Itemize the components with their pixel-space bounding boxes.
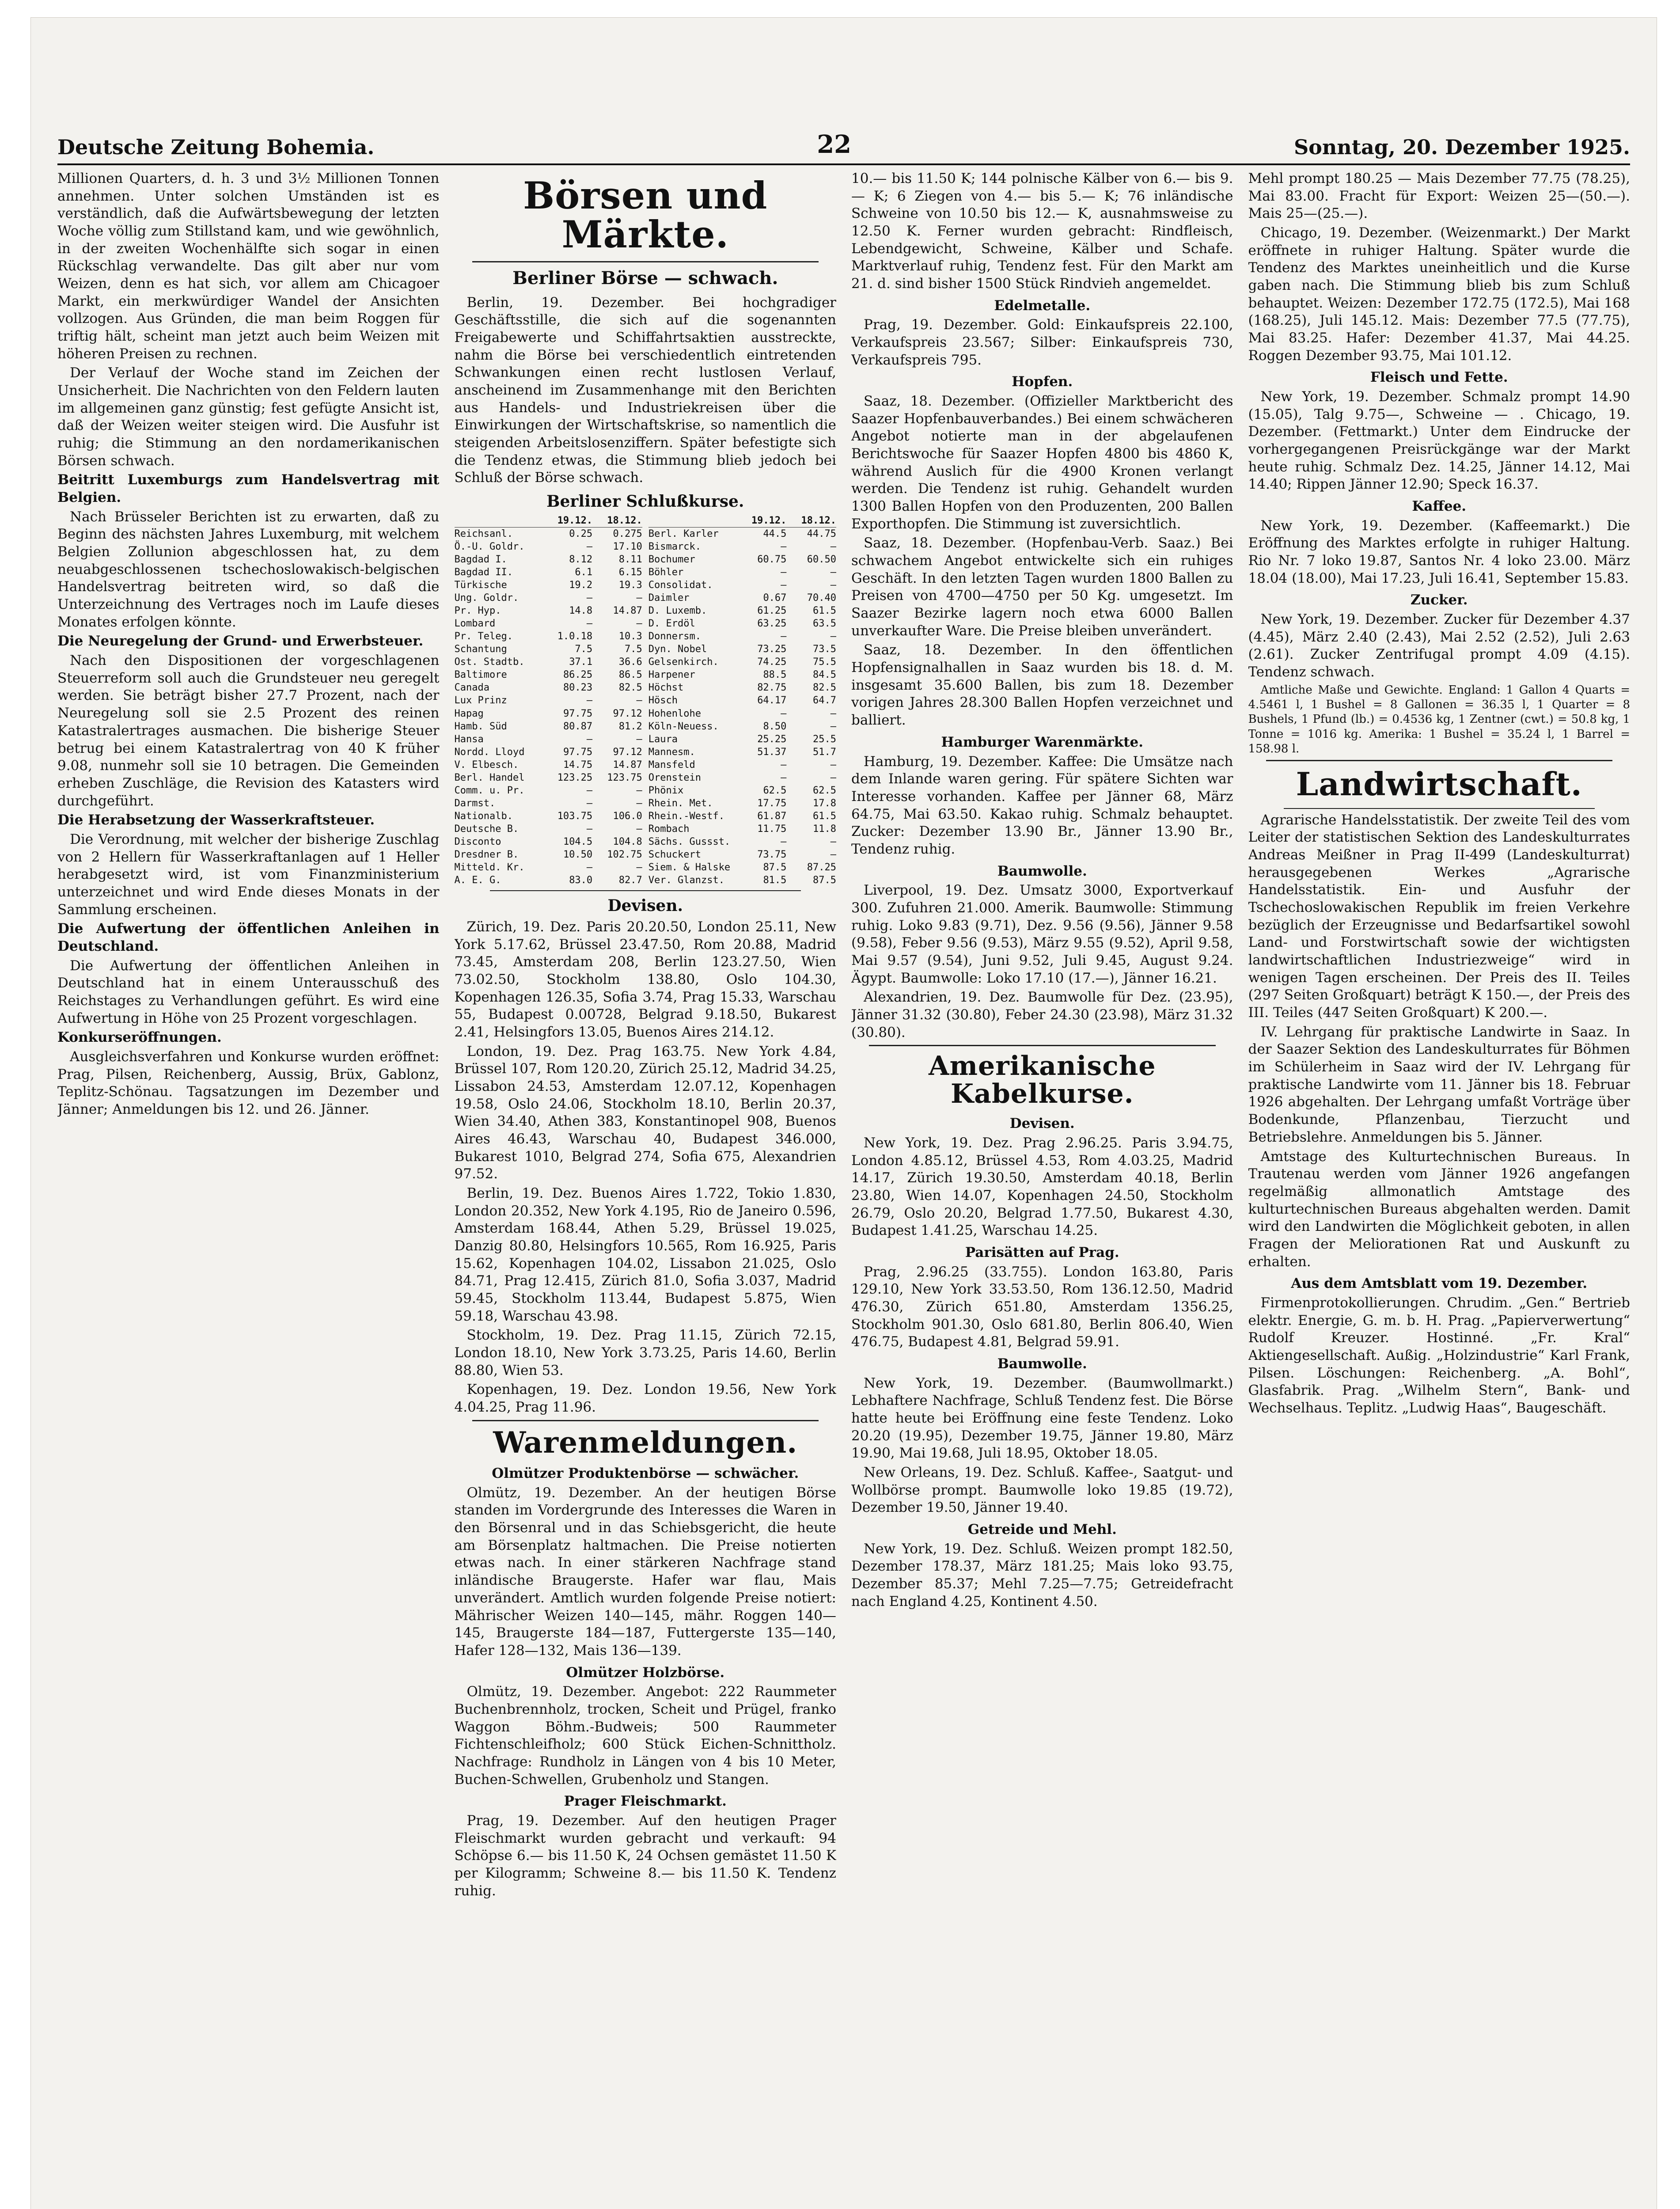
quote-value: 123.25 bbox=[557, 772, 593, 783]
quote-value: — bbox=[830, 631, 836, 642]
security-name: Ver. Glanzst. bbox=[648, 874, 724, 886]
security-name: A. E. G. bbox=[454, 874, 501, 886]
subheading-holzboerse: Olmützer Holzbörse. bbox=[566, 1664, 725, 1681]
article-text: New York, 19. Dezember. (Baumwollmarkt.) Lebhaftere Nachfrage, Schluß Tendenz fest. Die Börse hatte heute bei Eröffnung eine feste Tendenz. Loko 20.20 (19.95), Dezember 19.75, Jänner 19.80, März 19.90, Mai 19.68, Juli 18.95, Oktober 18.05. bbox=[851, 1375, 1233, 1461]
quote-value: 19.2 bbox=[569, 580, 593, 591]
article-text: Berlin, 19. Dez. Buenos Aires 1.722, Tokio 1.830, London 20.352, New York 4.195, Rio de Janeiro 0.596, Amsterdam 168.44, Athen 5.29, Brüssel 19.025, Danzig 80.80, Helsingfors 10.565, Rom 16.925, Paris 15.62, Kopenhagen 104.02, Lissabon 21.025, Oslo 84.71, Prag 12.415, Zürich 81.0, Sofia 3.037, Madrid 59.45, Stockholm 113.44, Budapest 5.875, Wien 59.18, Warschau 43.98. bbox=[454, 1185, 836, 1324]
security-name: Sächs. Gussst. bbox=[648, 836, 731, 847]
article-text: Chicago, 19. Dezember. (Weizenmarkt.) Der Markt eröffnete in ruhiger Haltung. Später wurde die Tendenz des Marktes uneinheitlich und die Kurse gaben nach. Die Stimmung blieb bis zum Schluß behauptet. Weizen: Dezember 172.75 (172.5), Mai 168 (168.25), Juli 145.12. Mais: Dezember 77.5 (77.75), Mai 83.25. Hafer: Dezember 41.37, Mai 44.25. Roggen Dezember 93.75, Mai 101.12. bbox=[1248, 225, 1630, 364]
article-text: Olmütz, 19. Dezember. An der heutigen Börse standen im Vordergrunde des Interesses die Waren in den Börsenral und in das Schiebsgericht, die heute am Börsenplatz haltmachen. Die Preise notierten etwas nach. In einer stärkeren Nachfrage stand inländische Braugerste. Hafer war flau, Mais unverändert. Amtlich wurden folgende Preise notiert: Mährischer Weizen 140—145, mähr. Roggen 140—145, Braugerste 184—187, Futtergerste 135—140, Hafer 128—132, Mais 136—139. bbox=[454, 1484, 836, 1659]
security-name: Disconto bbox=[454, 836, 501, 847]
quote-value: 97.12 bbox=[613, 708, 642, 719]
security-name: Deutsche B. bbox=[454, 823, 519, 835]
security-name: Rombach bbox=[648, 823, 690, 835]
subheading-baumwolle: Baumwolle. bbox=[997, 863, 1087, 879]
masthead bbox=[57, 119, 1630, 165]
table-header-cell: 19.12. bbox=[543, 514, 593, 528]
quote-value: — bbox=[781, 708, 787, 719]
quote-value: 80.23 bbox=[563, 682, 593, 694]
quote-value: — bbox=[781, 567, 787, 578]
article-text: Nach Brüsseler Berichten ist zu erwarten, daß zu Beginn des nächsten Jahres Luxemburg, mit welchem Belgien Zollunion abgeschlossen hat, zu dem neuabgeschlossenen tschechoslowakisch-belgischen Handelsvertrag beitreten wird, so daß die Unterzeichnung des Vertrages noch im Laufe dieses Monates erfolgen könnte. bbox=[57, 509, 440, 630]
quote-value: 62.5 bbox=[763, 785, 787, 796]
quote-value: 6.15 bbox=[618, 567, 642, 578]
quote-value: 97.12 bbox=[613, 746, 642, 758]
security-name: Berl. Karler bbox=[648, 528, 719, 540]
security-name: Höchst bbox=[648, 682, 684, 694]
heading-text: Die Neuregelung der Grund- und Erwerbsteuer. bbox=[57, 633, 424, 649]
quote-value: 14.75 bbox=[563, 759, 593, 770]
security-name: Laura bbox=[648, 733, 678, 745]
quote-value: — bbox=[781, 836, 787, 847]
quote-value: — bbox=[586, 695, 593, 706]
article-text: New York, 19. Dezember. (Kaffeemarkt.) Die Eröffnung des Marktes erfolgte in ruhiger Haltung. Rio Nr. 7 loko 19.87, Santos Nr. 4 loko 23.00. März 18.04 (18.00), Mai 17.23, Juli 16.41, September 15.83. bbox=[1248, 517, 1630, 586]
masthead-date: Sonntag, 20. Dezember 1925. bbox=[1293, 135, 1630, 159]
column-4 bbox=[1248, 170, 1631, 2209]
quote-value: 10.3 bbox=[618, 631, 642, 642]
article-text: IV. Lehrgang für praktische Landwirte in Saaz. In der Saazer Sektion des Landeskulturrates für Böhmen im Schülerheim in Saaz wird der IV. Lehrgang für praktische Landwirte vom 11. Jänner bis 18. Februar 1926 abgehalten. Der Lehrgang umfaßt Vorträge über Bodenkunde, Pflanzenbau, Tierzucht und Betriebslehre. Anmeldungen bis 5. Jänner. bbox=[1248, 1024, 1630, 1145]
security-name: Ö.-U. Goldr. bbox=[454, 541, 525, 553]
subheading-fleisch-fette: Fleisch und Fette. bbox=[1370, 369, 1508, 386]
article-text: Alexandrien, 19. Dez. Baumwolle für Dez. (23.95), Jänner 31.32 (30.80), Feber 24.30 (23.98), März 31.32 (30.80). bbox=[851, 989, 1233, 1040]
subheading-berliner-boerse: Berliner Börse — schwach. bbox=[512, 268, 778, 289]
quote-value: 87.5 bbox=[813, 874, 836, 886]
security-name: Ost. Stadtb. bbox=[454, 657, 525, 668]
quote-value: — bbox=[586, 823, 593, 835]
quote-value: 61.25 bbox=[757, 605, 787, 617]
quote-value: — bbox=[586, 618, 593, 630]
article-heading bbox=[57, 920, 440, 955]
quote-value: — bbox=[636, 823, 642, 835]
quote-value: 7.5 bbox=[575, 644, 593, 655]
article-text: Die Aufwertung der öffentlichen Anleihen in Deutschland hat in einem Unterausschuß des Reichstages zu Verhandlungen geführt. Es wird eine Aufwertung in Höhe von 25 Prozent vorgeschlagen. bbox=[57, 957, 440, 1026]
quote-value: 0.67 bbox=[763, 592, 787, 604]
article-text: London, 19. Dez. Prag 163.75. New York 4.84, Brüssel 107, Rom 120.20, Zürich 25.12, Madrid 34.25, Lissabon 24.53, Amsterdam 12.07.12, Kopenhagen 19.58, Oslo 24.06, Stockholm 18.10, Berlin 20.37, Wien 34.40, Athen 383, Konstantinopel 908, Buenos Aires 46.43, Warschau 40, Budapest 346.000, Bukarest 1010, Belgrad 274, Sofia 675, Alexandrien 97.52. bbox=[454, 1043, 836, 1182]
quote-value: 73.5 bbox=[813, 644, 836, 655]
columns bbox=[57, 170, 1630, 2209]
quotes-table bbox=[455, 514, 837, 887]
article-text: Amtstage des Kulturtechnischen Bureaus. In Trautenau werden vom Jänner 1926 angefangen regelmäßig allmonatlich Amtstage des kulturtechnischen Bureaus abgehalten werden. Damit wird den Landwirten die Möglichkeit geboten, in allen Fragen der Meliorationen Rat und Auskunft zu erhalten. bbox=[1248, 1148, 1630, 1270]
subheading-paritaeten: Parisätten auf Prag. bbox=[965, 1244, 1119, 1260]
article-text: Mehl prompt 180.25 — Mais Dezember 77.75 (78.25), Mai 83.00. Fracht für Export: Weizen 25—(50.—). Mais 25—(25.—). bbox=[1248, 171, 1630, 222]
quote-value: — bbox=[830, 759, 836, 770]
security-name: Reichsanl. bbox=[454, 528, 513, 540]
quote-value: 36.6 bbox=[618, 657, 642, 668]
quote-value: — bbox=[830, 721, 836, 732]
subheading-amtsblatt: Aus dem Amtsblatt vom 19. Dezember. bbox=[1291, 1275, 1588, 1292]
heading-text: Beitritt Luxemburgs zum Handelsvertrag mit Belgien. bbox=[57, 472, 440, 506]
quote-value: 60.75 bbox=[757, 554, 787, 566]
quote-value: 25.5 bbox=[813, 733, 836, 745]
quote-value: 37.1 bbox=[569, 657, 593, 668]
security-name: Bagdad II. bbox=[454, 567, 513, 578]
quote-value: 104.8 bbox=[613, 836, 642, 847]
masthead-paper-name: Deutsche Zeitung Bohemia. bbox=[57, 135, 375, 159]
article-text: Stockholm, 19. Dez. Prag 11.15, Zürich 72.15, London 18.10, New York 3.73.25, Paris 14.60, Berlin 88.80, Wien 53. bbox=[454, 1327, 836, 1378]
security-name: Ung. Goldr. bbox=[454, 592, 519, 604]
heading-text: Die Herabsetzung der Wasserkraftsteuer. bbox=[57, 812, 375, 828]
article-text: Ausgleichsverfahren und Konkurse wurden eröffnet: Prag, Pilsen, Reichenberg, Aussig, Brüx, Gablonz, Teplitz-Schönau. Tagsatzungen im Dezember und Jänner; Anmeldungen bis 12. und 26. Jänner. bbox=[57, 1048, 440, 1117]
quote-value: — bbox=[781, 759, 787, 770]
quote-value: 97.75 bbox=[563, 708, 593, 719]
quote-value: — bbox=[830, 567, 836, 578]
table-header-cell bbox=[648, 514, 737, 528]
quote-value: 64.7 bbox=[813, 695, 836, 706]
security-name: Hösch bbox=[648, 695, 678, 706]
quote-value: 61.87 bbox=[757, 810, 787, 822]
section-title-warenmeldungen: Warenmeldungen. bbox=[493, 1425, 798, 1460]
security-name: V. Elbesch. bbox=[454, 759, 519, 770]
section-title-kabelkurse: Amerikanische Kabelkurse. bbox=[928, 1051, 1156, 1110]
quote-value: 62.5 bbox=[813, 785, 836, 796]
page-number: 22 bbox=[817, 130, 852, 159]
quote-value: 88.5 bbox=[763, 669, 787, 681]
quote-value: 82.75 bbox=[757, 682, 787, 694]
quote-value: 60.50 bbox=[807, 554, 836, 566]
subheading-devisen: Devisen. bbox=[607, 896, 683, 915]
subheading-zucker: Zucker. bbox=[1410, 592, 1468, 608]
security-name: Hamb. Süd bbox=[454, 721, 507, 732]
security-name: Nordd. Lloyd bbox=[454, 746, 525, 758]
article-text: New York, 19. Dezember. Schmalz prompt 14.90 (15.05), Talg 9.75—, Schweine — . Chicago, 19. Dezember. (Fettmarkt.) Unter dem Eindrucke der vorhergegangenen Preisrückgänge war der Markt heute ruhig. Schmalz Dez. 14.25, Jänner 14.12, Mai 14.40; Rippen Jänner 12.90; Speck 16.37. bbox=[1248, 389, 1630, 493]
security-name: Darmst. bbox=[454, 797, 496, 809]
quote-value: — bbox=[830, 541, 836, 553]
quote-value: 86.25 bbox=[563, 669, 593, 681]
subheading-schlusskurse: Berliner Schlußkurse. bbox=[546, 492, 744, 511]
article-text: Saaz, 18. Dezember. In den öffentlichen Hopfensignalhallen in Saaz wurden bis 18. d. M. insgesamt 35.600 Ballen, bis zum 18. Dezember vorigen Jahres 28.300 Ballen Hopfen verzeichnet und balliert. bbox=[851, 642, 1233, 729]
divider bbox=[1266, 760, 1613, 761]
article-text: Der Verlauf der Woche stand im Zeichen der Unsicherheit. Die Nachrichten von den Feldern lauten im allgemeinen ganz günstig; fest gefügte Ansicht ist, daß der Weizen weiter steigen wird. Die Ausfuhr ist ruhig; die Stimmung an den nordamerikanischen Börsen schwach. bbox=[57, 365, 440, 469]
table-header-cell: 18.12. bbox=[786, 514, 836, 528]
quote-value: 63.5 bbox=[813, 618, 836, 630]
security-name: Nationalb. bbox=[454, 810, 513, 822]
quote-value: 102.75 bbox=[607, 849, 642, 860]
security-name: Phönix bbox=[648, 785, 684, 796]
quote-value: — bbox=[781, 772, 787, 783]
heading-text: Die Aufwertung der öffentlichen Anleihen in Deutschland. bbox=[57, 921, 440, 954]
quote-value: — bbox=[586, 592, 593, 604]
quote-value: 14.87 bbox=[613, 605, 642, 617]
security-name: Orenstein bbox=[648, 772, 701, 783]
quote-value: 73.75 bbox=[757, 849, 787, 860]
article-text: Liverpool, 19. Dez. Umsatz 3000, Exportverkauf 300. Zufuhren 21.000. Amerik. Baumwolle: Stimmung ruhig. Loko 9.83 (9.71), Dez. 9.56 (9.56), Jänner 9.58 (9.58), Feber 9.56 (9.53), März 9.55 (9.52), April 9.58, Mai 9.57 (9.54), Juni 9.52, Juli 9.45, August 9.24. Ägypt. Baumwolle: Loko 17.10 (17.—), Jänner 16.21. bbox=[851, 882, 1233, 986]
security-name: Köln-Neuess. bbox=[648, 721, 719, 732]
article-text: New York, 19. Dez. Schluß. Weizen prompt 182.50, Dezember 178.37, März 181.25; Mais loko 93.75, Dezember 85.37; Mehl 7.25—7.75; Getreidefracht nach England 4.25, Kontinent 4.50. bbox=[851, 1541, 1233, 1609]
quote-value: — bbox=[781, 631, 787, 642]
security-name: D. Luxemb. bbox=[648, 605, 707, 617]
quote-value: 123.75 bbox=[607, 772, 642, 783]
security-name: Dresdner B. bbox=[454, 849, 519, 860]
security-name: Mitteld. Kr. bbox=[454, 862, 525, 873]
security-name: Bochumer bbox=[648, 554, 695, 566]
quote-value: 97.75 bbox=[563, 746, 593, 758]
quote-value: 104.5 bbox=[563, 836, 593, 847]
quote-value: 86.5 bbox=[618, 669, 642, 681]
security-name: Berl. Handel bbox=[454, 772, 525, 783]
article-text: Prag, 2.96.25 (33.755). London 163.80, Paris 129.10, New York 33.53.50, Rom 136.12.50, Madrid 476.30, Zürich 651.80, Amsterdam 1356.25, Stockholm 901.30, Oslo 681.80, Berlin 806.40, Wien 476.75, Budapest 4.81, Belgrad 59.91. bbox=[851, 1264, 1233, 1350]
security-name: Comm. u. Pr. bbox=[454, 785, 525, 796]
subheading-olmuetz-produkte: Olmützer Produktenbörse — schwächer. bbox=[492, 1465, 799, 1482]
quote-value: — bbox=[830, 772, 836, 783]
quote-value: 70.40 bbox=[807, 592, 836, 604]
quote-value: — bbox=[830, 708, 836, 719]
security-name: Mannesm. bbox=[648, 746, 695, 758]
security-name: Donnersm. bbox=[648, 631, 701, 642]
quote-value: — bbox=[586, 797, 593, 809]
subheading-baumwolle: Baumwolle. bbox=[997, 1355, 1087, 1372]
article-text: Firmenprotokollierungen. Chrudim. „Gen.“ Bertrieb elektr. Energie, G. m. b. H. Prag. „Papierverwertung“ Rudolf Kreuzer. Hostinné. „Fr. Kral“ Aktiengesellschaft. Außig. „Holzindustrie“ Karl Frank, Pilsen. Löschungen: Reichenberg. „A. Bohl“, Glasfabrik. Prag. „Wilhelm Stern“, Bank- und Wechselhaus. Teplitz. „Ludwig Haas“, Baugeschäft. bbox=[1248, 1294, 1630, 1416]
security-name: Gelsenkirch. bbox=[648, 657, 719, 668]
column-1 bbox=[57, 170, 440, 2209]
quote-value: 63.25 bbox=[757, 618, 787, 630]
security-name: Dyn. Nobel bbox=[648, 644, 707, 655]
security-name: Baltimore bbox=[454, 669, 507, 681]
quote-value: 11.8 bbox=[813, 823, 836, 835]
security-name: Bagdad I. bbox=[454, 554, 507, 566]
quotes-table-left bbox=[455, 514, 642, 887]
table-header-cell: 18.12. bbox=[592, 514, 642, 528]
security-name: Lombard bbox=[454, 618, 496, 630]
quotes-table-right bbox=[648, 514, 836, 887]
article-text: Die Verordnung, mit welcher der bisherige Zuschlag von 2 Hellern für Wasserkraftanlagen auf 1 Heller herabgesetzt wird, ist vom Finanzministerium unterzeichnet und wird Ende dieses Monats in der Sammlung erscheinen. bbox=[57, 831, 440, 918]
article-text: Amtliche Maße und Gewichte. England: 1 Gallon 4 Quarts = 4.5461 l, 1 Bushel = 8 Gallonen = 36.35 l, 1 Quarter = 8 Bushels, 1 Pfund (lb.) = 0.4536 kg, 1 Zentner (cwt.) = 50.8 kg, 1 Tonne = 1016 kg. Amerika: 1 Bushel = 35.24 l, 1 Barrel = 158.98 l. bbox=[1248, 683, 1630, 755]
security-name: Pr. Hyp. bbox=[454, 605, 501, 617]
security-name: Bismarck. bbox=[648, 541, 701, 553]
quote-value: 17.75 bbox=[757, 797, 787, 809]
article-heading bbox=[57, 812, 440, 829]
section-title-boersen: Börsen und Märkte. bbox=[523, 174, 768, 257]
quote-value: 8.12 bbox=[569, 554, 593, 566]
subheading-fleischmarkt: Prager Fleischmarkt. bbox=[564, 1793, 727, 1810]
quote-value: 87.5 bbox=[763, 862, 787, 873]
quote-value: 11.75 bbox=[757, 823, 787, 835]
quote-value: 17.10 bbox=[613, 541, 642, 553]
article-text: Millionen Quarters, d. h. 3 und 3½ Millionen Tonnen annehmen. Unter solchen Umständen ist es verständlich, daß die Aufwärtsbewegung der letzten Woche völlig zum Stillstand kam, und wie gewöhnlich, in der zweiten Wochenhälfte sich sogar in einen Rückschlag verwandelte. Das gilt aber nur vom Weizen, denn es hat sich, vor allem am Chicagoer Markt, ein merkwürdiger Wandel der Ansichten vollzogen. Aus Gründen, die man beim Roggen für triftig hält, scheint man jetzt auch beim Weizen mit höheren Preisen zu rechnen. bbox=[57, 171, 440, 362]
security-name: Canada bbox=[454, 682, 489, 694]
table-header-cell bbox=[455, 514, 543, 528]
article-text: 10.— bis 11.50 K; 144 polnische Kälber von 6.— bis 9.— K; 6 Ziegen von 4.— bis 5.— K; 76 inländische Schweine von 10.50 bis 12.— K, ausnahmsweise zu 12.50 K. Ferner wurden gebracht: Rindfleisch, Lebendgewicht, Schweine, Kälber und Schafe. Marktverlauf ruhig, Tendenz fest. Für den Markt am 21. d. sind bisher 1500 Stück Rindvieh angemeldet. bbox=[851, 171, 1233, 292]
quote-value: 51.7 bbox=[813, 746, 836, 758]
quote-value: — bbox=[586, 733, 593, 745]
divider bbox=[490, 890, 801, 891]
quote-value: 75.5 bbox=[813, 657, 836, 668]
article-text: Olmütz, 19. Dezember. Angebot: 222 Raummeter Buchenbrennholz, trocken, Scheit und Prügel, franko Waggon Böhm.-Budweis; 500 Raummeter Fichtenschleifholz; 600 Stück Eichen-Schnittholz. Nachfrage: Rundholz in Längen von 4 bis 10 Meter, Buchen-Schwellen, Grubenholz und Stangen. bbox=[454, 1684, 836, 1788]
quote-value: 64.17 bbox=[757, 695, 787, 706]
subheading-getreide: Getreide und Mehl. bbox=[967, 1522, 1117, 1538]
quote-value: 82.7 bbox=[618, 874, 642, 886]
security-name: Hansa bbox=[454, 733, 484, 745]
article-text: Prag, 19. Dezember. Auf den heutigen Prager Fleischmarkt wurden gebracht und verkauft: 94 Schöpse 6.— bis 11.50 K, 24 Ochsen gemästet 11.50 K per Kilogramm; Schweine 8.— bis 11.50 K. Tendenz ruhig. bbox=[454, 1812, 836, 1899]
quote-value: — bbox=[830, 836, 836, 847]
security-name: Hapag bbox=[454, 708, 484, 719]
security-name: Rhein.-Westf. bbox=[648, 810, 724, 822]
quote-value: 81.5 bbox=[763, 874, 787, 886]
quote-value: — bbox=[830, 580, 836, 591]
quote-value: 44.75 bbox=[807, 528, 836, 540]
quote-value: 74.25 bbox=[757, 657, 787, 668]
column-2 bbox=[455, 170, 837, 2209]
quote-value: — bbox=[636, 797, 642, 809]
security-name: D. Erdöl bbox=[648, 618, 695, 630]
section-title-landwirtschaft: Landwirtschaft. bbox=[1296, 765, 1582, 803]
quote-value: 0.25 bbox=[569, 528, 593, 540]
quote-value: 51.37 bbox=[757, 746, 787, 758]
quote-value: 19.3 bbox=[618, 580, 642, 591]
quote-value: — bbox=[636, 695, 642, 706]
subheading-edelmetalle: Edelmetalle. bbox=[994, 297, 1091, 314]
quote-value: 82.5 bbox=[813, 682, 836, 694]
subheading-devisen: Devisen. bbox=[1009, 1116, 1075, 1132]
quote-value: 80.87 bbox=[563, 721, 593, 732]
security-name: Mansfeld bbox=[648, 759, 695, 770]
quote-value: 14.8 bbox=[569, 605, 593, 617]
divider bbox=[869, 1045, 1216, 1046]
article-text: Nach den Dispositionen der vorgeschlagenen Steuerreform soll auch die Grundsteuer neu geregelt werden. Sie beträgt bisher 27.7 Prozent, nach der Neuregelung soll sie 2.5 Prozent des reinen Katastralertrages ausmachen. Die bisherige Steuer betrug bei einem Katastralertrag von 40 K früher 9.08, nunmehr soll sie 10 betragen. Die Gemeinden erheben Zuschläge, die Revision des Katasters wird durchgeführt. bbox=[57, 653, 440, 809]
quote-value: 8.11 bbox=[618, 554, 642, 566]
quote-value: — bbox=[636, 785, 642, 796]
security-name: Daimler bbox=[648, 592, 690, 604]
quote-value: 44.5 bbox=[763, 528, 787, 540]
article-heading bbox=[57, 471, 440, 506]
quote-value: 25.25 bbox=[757, 733, 787, 745]
security-name: Pr. Teleg. bbox=[454, 631, 513, 642]
quote-value: 6.1 bbox=[575, 567, 593, 578]
article-text: Saaz, 18. Dezember. (Offizieller Marktbericht des Saazer Hopfenbauverbandes.) Bei einem schwächeren Angebot notierte man in der abgelaufenen Berichtswoche für Saazer Hopfen 4800 bis 4860 K, während Auslich für die 4900 Kronen verlangt werden. Die Tendenz ist ruhig. Gehandelt wurden 1300 Ballen Hopfen von den Produzenten, 200 Ballen Exporthopfen. Die Stimmung ist zuversichtlich. bbox=[851, 393, 1233, 532]
quote-value: 61.5 bbox=[813, 605, 836, 617]
security-name: Türkische bbox=[454, 580, 507, 591]
security-name: Hohenlohe bbox=[648, 708, 701, 719]
security-name: Böhler bbox=[648, 567, 684, 578]
quote-value: 17.8 bbox=[813, 797, 836, 809]
quote-value: — bbox=[781, 580, 787, 591]
quote-value: — bbox=[586, 862, 593, 873]
article-text: New Orleans, 19. Dez. Schluß. Kaffee-, Saatgut- und Wollbörse prompt. Baumwolle loko 19.85 (19.72), Dezember 19.50, Jänner 19.40. bbox=[851, 1465, 1233, 1516]
security-name: Harpener bbox=[648, 669, 695, 681]
quote-value: 83.0 bbox=[569, 874, 593, 886]
article-text: Berlin, 19. Dezember. Bei hochgradiger Geschäftsstille, die sich auf die sogenannten Freigabewerte und Schiffahrtsaktien ausstreckte, nahm die Börse bei verschiedentlich eintretenden Schwankungen einen recht lustlosen Verlauf, anscheinend im Zusammenhange mit den Berichten aus Handels- und Industriekreisen über die Einwirkungen der Wirtschaftskrise, so namentlich die steigenden Arbeitslosenziffern. Später befestigte sich die Tendenz etwas, die Stimmung blieb jedoch bei Schluß der Börse schwach. bbox=[454, 294, 836, 486]
table-header-cell: 19.12. bbox=[737, 514, 787, 528]
quote-value: 82.5 bbox=[618, 682, 642, 694]
subheading-hamburger-warenmaerkte: Hamburger Warenmärkte. bbox=[941, 734, 1144, 750]
subheading-kaffee: Kaffee. bbox=[1412, 498, 1467, 515]
quote-value: 103.75 bbox=[557, 810, 593, 822]
quote-value: 61.5 bbox=[813, 810, 836, 822]
quote-value: — bbox=[636, 862, 642, 873]
security-name: Schuckert bbox=[648, 849, 701, 860]
security-name: Rhein. Met. bbox=[648, 797, 713, 809]
heading-text: Konkurseröffnungen. bbox=[57, 1029, 222, 1046]
divider bbox=[1284, 808, 1595, 809]
subheading-hopfen: Hopfen. bbox=[1012, 374, 1073, 390]
quote-value: — bbox=[586, 541, 593, 553]
quote-value: — bbox=[636, 592, 642, 604]
quote-value: 14.87 bbox=[613, 759, 642, 770]
quote-value: 73.25 bbox=[757, 644, 787, 655]
article-text: Zürich, 19. Dez. Paris 20.20.50, London 25.11, New York 5.17.62, Brüssel 23.47.50, Rom 20.88, Madrid 73.45, Amsterdam 208, Berlin 123.27.50, Wien 73.02.50, Stockholm 138.80, Oslo 104.30, Kopenhagen 126.35, Sofia 3.74, Prag 15.33, Warschau 55, Budapest 0.00728, Belgrad 9.18.50, Bukarest 2.41, Helsingfors 13.05, Buenos Aires 214.12. bbox=[454, 919, 836, 1040]
quote-value: 8.50 bbox=[763, 721, 787, 732]
quote-value: 1.0.18 bbox=[557, 631, 593, 642]
security-name: Schantung bbox=[454, 644, 507, 655]
article-text: Saaz, 18. Dezember. (Hopfenbau-Verb. Saaz.) Bei schwachem Angebot entwickelte sich ein ruhiges Geschäft. In den letzten Tagen wurden 1800 Ballen zu Preisen von 4700—4750 per 50 Kg. umgesetzt. Im Saazer Bezirke lagern noch etwa 6000 Ballen unverkaufter Ware. Die Preise bleiben unverändert. bbox=[851, 535, 1233, 639]
article-heading bbox=[57, 633, 440, 650]
quote-value: 7.5 bbox=[624, 644, 642, 655]
security-name: Consolidat. bbox=[648, 580, 713, 591]
article-heading bbox=[57, 1029, 440, 1047]
quote-value: 84.5 bbox=[813, 669, 836, 681]
quote-value: — bbox=[586, 785, 593, 796]
column-3 bbox=[851, 170, 1233, 2209]
quote-value: — bbox=[830, 849, 836, 860]
security-name: Lux Prinz bbox=[454, 695, 507, 706]
quote-value: — bbox=[636, 733, 642, 745]
quote-value: — bbox=[636, 618, 642, 630]
quote-value: 106.0 bbox=[613, 810, 642, 822]
article-text: Hamburg, 19. Dezember. Kaffee: Die Umsätze nach dem Inlande waren gering. Für spätere Sichten war Interesse vorhanden. Kaffee per Jänner 68, März 64.75, Mai 63.50. Kakao ruhig. Schmalz behauptet. Zucker: Dezember 13.90 Br., Jänner 13.90 Br., Tendenz ruhig. bbox=[851, 753, 1233, 857]
article-text: Agrarische Handelsstatistik. Der zweite Teil des vom Leiter der statistischen Sektion des Landeskulturrates Andreas Meißner in Prag II-499 (Landeskulturrat) herausgegebenen Werkes „Agrarische Handelsstatistik. Ein- und Ausfuhr der Tschechoslowakischen Republik im freien Verkehre bezüglich der Erzeugnisse und Bedarfsartikel sowohl Land- und Forstwirtschaft sowie der wichtigsten landwirtschaftlichen Industriezweige“ wird in wenigen Tagen erscheinen. Der Preis des II. Teiles (297 Seiten Großquart) beträgt K 150.—, der Preis des III. Teiles (447 Seiten Großquart) K 200.—. bbox=[1248, 812, 1630, 1021]
quote-value: 10.50 bbox=[563, 849, 593, 860]
newspaper-page bbox=[31, 18, 1657, 2209]
article-text: Prag, 19. Dezember. Gold: Einkaufspreis 22.100, Verkaufspreis 23.567; Silber: Einkaufspreis 730, Verkaufspreis 795. bbox=[851, 317, 1233, 368]
article-text: New York, 19. Dez. Prag 2.96.25. Paris 3.94.75, London 4.85.12, Brüssel 4.53, Rom 4.03.25, Madrid 14.17, Zürich 19.30.50, Amsterdam 40.18, Berlin 23.80, Wien 14.07, Kopenhagen 24.50, Stockholm 26.79, Oslo 20.20, Belgrad 1.77.50, Bukarest 4.30, Budapest 1.41.25, Warschau 14.25. bbox=[851, 1135, 1233, 1239]
quote-value: — bbox=[781, 541, 787, 553]
article-text: New York, 19. Dezember. Zucker für Dezember 4.37 (4.45), März 2.40 (2.43), Mai 2.52 (2.52), Juli 2.63 (2.61). Zucker Zentrifugal prompt 4.09 (4.15). Tendenz schwach. bbox=[1248, 611, 1630, 680]
quote-value: 81.2 bbox=[618, 721, 642, 732]
quote-value: 87.25 bbox=[807, 862, 836, 873]
divider bbox=[472, 1420, 819, 1421]
security-name: Siem. & Halske bbox=[648, 862, 731, 873]
divider bbox=[472, 261, 819, 262]
article-text: Kopenhagen, 19. Dez. London 19.56, New York 4.04.25, Prag 11.96. bbox=[454, 1382, 836, 1416]
quote-value: 0.275 bbox=[613, 528, 642, 540]
